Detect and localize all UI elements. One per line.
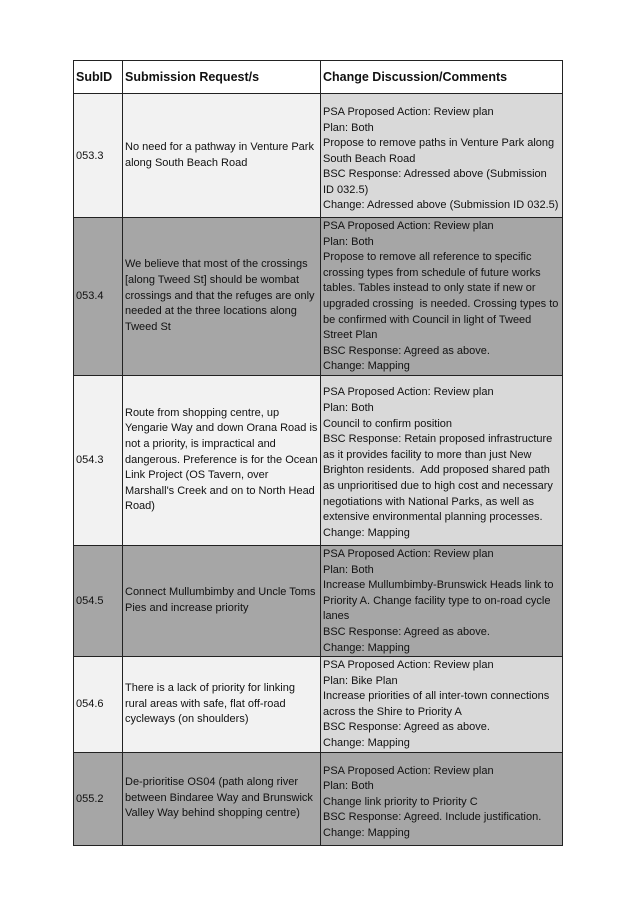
comments-cell	[321, 94, 563, 218]
header-subid: SubID	[74, 61, 123, 94]
comment-line: Plan: Both	[323, 235, 374, 248]
submission-request: No need for a pathway in Venture Park along South Beach Road	[123, 94, 321, 218]
table-row	[74, 375, 563, 545]
comment-line: Change link priority to Priority C	[323, 795, 478, 808]
submission-request: There is a lack of priority for linking rural areas with safe, flat off-road cycleways (on shoulders)	[123, 657, 321, 753]
comment-line: PSA Proposed Action: Review plan	[323, 105, 494, 118]
table-body	[74, 94, 563, 846]
comment-line: Change: Adressed above (Submission ID 032.5)	[323, 199, 559, 212]
comments-cell	[321, 657, 563, 753]
comment-line: PSA Proposed Action: Review plan	[323, 659, 494, 672]
submission-request: We believe that most of the crossings [along Tweed St] should be wombat crossings and that the refuges are only needed at the three locations along Tweed St	[123, 218, 321, 376]
comment-line: Change: Mapping	[323, 641, 410, 654]
comment-line: PSA Proposed Action: Review plan	[323, 547, 494, 560]
header-row	[74, 61, 563, 94]
table-row	[74, 752, 563, 845]
comment-line: BSC Response: Agreed as above.	[323, 344, 490, 357]
comment-line: Change: Mapping	[323, 360, 410, 373]
sub-id: 055.2	[74, 752, 123, 845]
comments-cell	[321, 375, 563, 545]
comment-line: Propose to remove paths in Venture Park along South Beach Road	[323, 137, 558, 165]
comment-line: BSC Response: Adressed above (Submission ID 032.5)	[323, 168, 550, 196]
comment-line: PSA Proposed Action: Review plan	[323, 220, 494, 232]
table-row	[74, 218, 563, 376]
sub-id: 054.5	[74, 545, 123, 656]
comment-line: Plan: Both	[323, 402, 374, 415]
comment-line: Plan: Both	[323, 563, 374, 576]
table-row	[74, 545, 563, 656]
sub-id: 054.6	[74, 657, 123, 753]
comment-line: Plan: Both	[323, 780, 374, 793]
submission-request: De-prioritise OS04 (path along river between Bindaree Way and Brunswick Valley Way behind shopping centre)	[123, 752, 321, 845]
comment-line: Council to confirm position	[323, 417, 453, 430]
table-row	[74, 657, 563, 753]
comment-line: Increase priorities of all inter-town connections across the Shire to Priority A	[323, 690, 553, 718]
comment-line: Change: Mapping	[323, 827, 410, 840]
comments-cell	[321, 218, 563, 376]
comment-line: Plan: Both	[323, 121, 374, 134]
comments-cell	[321, 545, 563, 656]
submissions-table	[73, 60, 563, 846]
comment-line: PSA Proposed Action: Review plan	[323, 764, 494, 777]
submission-request: Connect Mullumbimby and Uncle Toms Pies and increase priority	[123, 545, 321, 656]
comment-line: Change: Mapping	[323, 737, 410, 750]
sub-id: 053.3	[74, 94, 123, 218]
comment-line: PSA Proposed Action: Review plan	[323, 386, 494, 399]
comments-cell	[321, 752, 563, 845]
sub-id: 054.3	[74, 375, 123, 545]
comment-line: Increase Mullumbimby-Brunswick Heads link to Priority A. Change facility type to on-road cycle lanes	[323, 579, 557, 623]
table-row	[74, 94, 563, 218]
comment-line: Propose to remove all reference to specific crossing types from schedule of future works tables. Tables instead to only state if new or upgraded crossing is needed. Crossing types to be confirmed with Council in light of Tweed Street Plan	[323, 251, 562, 342]
header-comments: Change Discussion/Comments	[321, 61, 563, 94]
comment-line: BSC Response: Retain proposed infrastructure as it provides facility to more than just New Brighton residents. Add proposed shared path as unprioritised due to high cost and necessary negotiations with National Parks, as well as extensive environmental planning processes.	[323, 433, 556, 524]
sub-id: 053.4	[74, 218, 123, 376]
submission-request: Route from shopping centre, up Yengarie Way and down Orana Road is not a priority, is impractical and dangerous. Preference is for the Ocean Link Project (OS Tavern, over Marshall's Creek and on to North Head Road)	[123, 375, 321, 545]
comment-line: BSC Response: Agreed as above.	[323, 721, 490, 734]
header-request: Submission Request/s	[123, 61, 321, 94]
comment-line: Plan: Bike Plan	[323, 674, 398, 687]
comment-line: BSC Response: Agreed as above.	[323, 625, 490, 638]
comment-line: Change: Mapping	[323, 526, 410, 539]
comment-line: BSC Response: Agreed. Include justification.	[323, 811, 542, 824]
